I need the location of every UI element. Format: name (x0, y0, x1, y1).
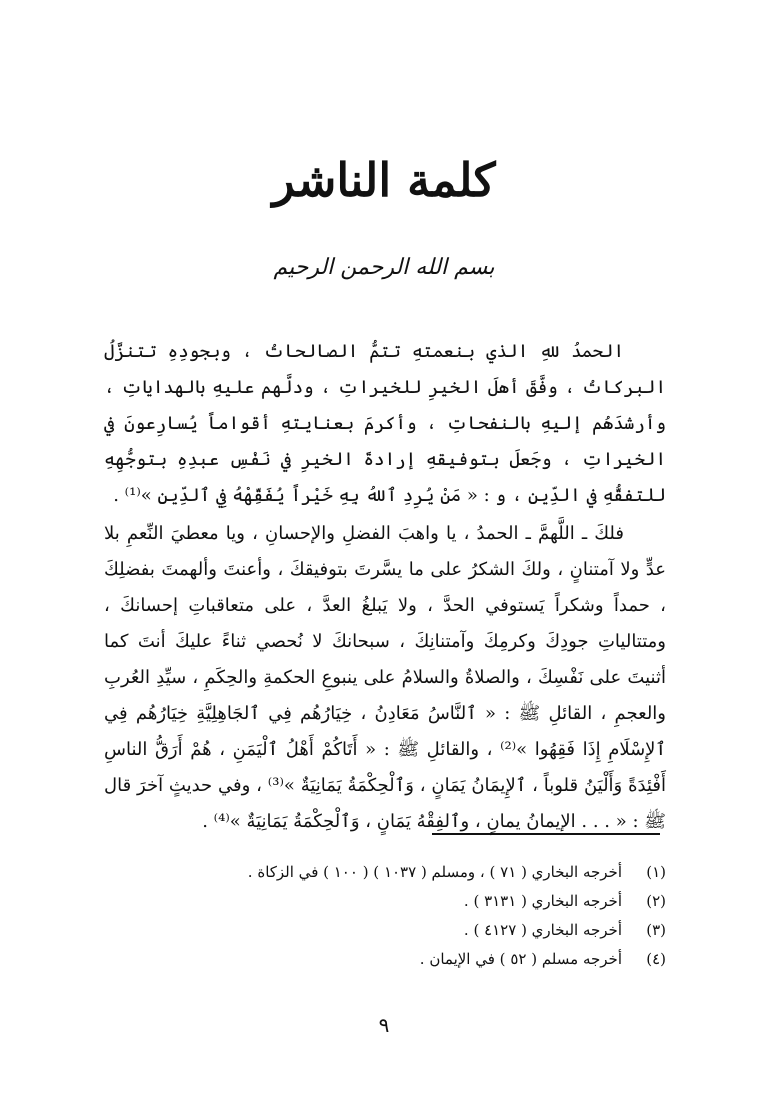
footnote-number: (٤) (646, 950, 666, 968)
footnote (104, 916, 666, 945)
footnote (104, 858, 666, 887)
footnote-text: أخرجه مسلم ( ٥٢ ) في الإيمان . (419, 950, 622, 968)
footnote-divider (432, 833, 660, 835)
footnote-text: أخرجه البخاري ( ٣١٣١ ) . (463, 892, 622, 910)
body-text (104, 334, 666, 840)
footnote-number: (٢) (646, 892, 666, 910)
footnotes-list (104, 858, 666, 974)
footnote-text: أخرجه البخاري ( ٤١٢٧ ) . (463, 921, 622, 939)
footnote-number: (٣) (646, 921, 666, 939)
basmala: بسم الله الرحمن الرحيم (273, 255, 495, 280)
paragraph: الحمدُ للهِ الذي بنعمتهِ تتمُّ الصالحاتُ ، وبجودِهِ تتنزَّلُ البركاتُ ، وفَّقَ أهلَ الخيرِ للخيراتِ ، ودلَّهم عليهِ بالهداياتِ ، وأرشدَهُم إليهِ بالنفحاتِ ، وأكرمَ بعنايتهِ أقواماً يُسارِعونَ في الخيراتِ ، وجَعلَ بتوفيقهِ إرادةَ الخيرِ في نَفْسِ عبدِهِ بتوجُّهِهِ للتفقُّهِ في الدِّينِ ، و : « مَنْ يُرِدِ ٱللهُ بِهِ خَيْراً يُفَقِّهْهُ فِي ٱلدِّينِ »⁽¹⁾ . (104, 341, 666, 506)
footnote-number: (١) (646, 863, 666, 881)
footnote (104, 945, 666, 974)
page-title: كلمة الناشر (272, 153, 496, 207)
footnote-text: أخرجه البخاري ( ٧١ ) ، ومسلم ( ١٠٣٧ ) ( ١٠٠ ) في الزكاة . (247, 863, 622, 881)
paragraph: فلكَ ـ اللَّهمَّ ـ الحمدُ ، يا واهبَ الفضلِ والإحسانِ ، ويا معطيَ النِّعمِ بلا عدٍّ ولا آمتنانٍ ، ولكَ الشكرُ على ما يسَّرتَ بتوفيقكَ ، وأعنتَ وألهمتَ بفضلِكَ ، حمداً وشكراً يَستوفي الحدَّ ، ولا يَبلغُ العدَّ ، على متعاقباتِ إحسانكَ ، ومتتالياتِ جودِكَ وكرمِكَ وآمتنانِكَ ، سبحانكَ لا نُحصي ثناءً عليكَ أنتَ كما أثنيتَ على نَفْسِكَ ، والصلاةُ والسلامُ على ينبوعِ الحكمةِ والحِكَمِ ، سيِّدِ العُربِ والعجمِ ، القائلِ ﷺ : « ٱلنَّاسُ مَعَادِنُ ، خِيَارُهُم فِي ٱلجَاهِلِيَّةِ خِيَارُهُم فِي ٱلإِسْلَامِ إِذَا فَقِهُوا »⁽²⁾ ، والقائلِ ﷺ : « أَتَاكُمْ أَهْلُ ٱلْيَمَنِ ، هُمْ أَرَقُّ الناسِ أَفْئِدَةً وَأَلْيَنُ قلوباً ، ٱلإِيمَانُ يَمَانٍ ، وَٱلْحِكْمَةُ يَمَانِيَةٌ »⁽³⁾ ، وفي حديثٍ آخرَ قال ﷺ : « . . . الإيمانُ يمانٍ ، وٱلفِقْهُ يَمَانٍ ، وَٱلْحِكْمَةُ يَمَانِيَةٌ »⁽⁴⁾ . (104, 523, 667, 832)
footnote (104, 887, 666, 916)
page-number: ٩ (378, 1013, 390, 1037)
